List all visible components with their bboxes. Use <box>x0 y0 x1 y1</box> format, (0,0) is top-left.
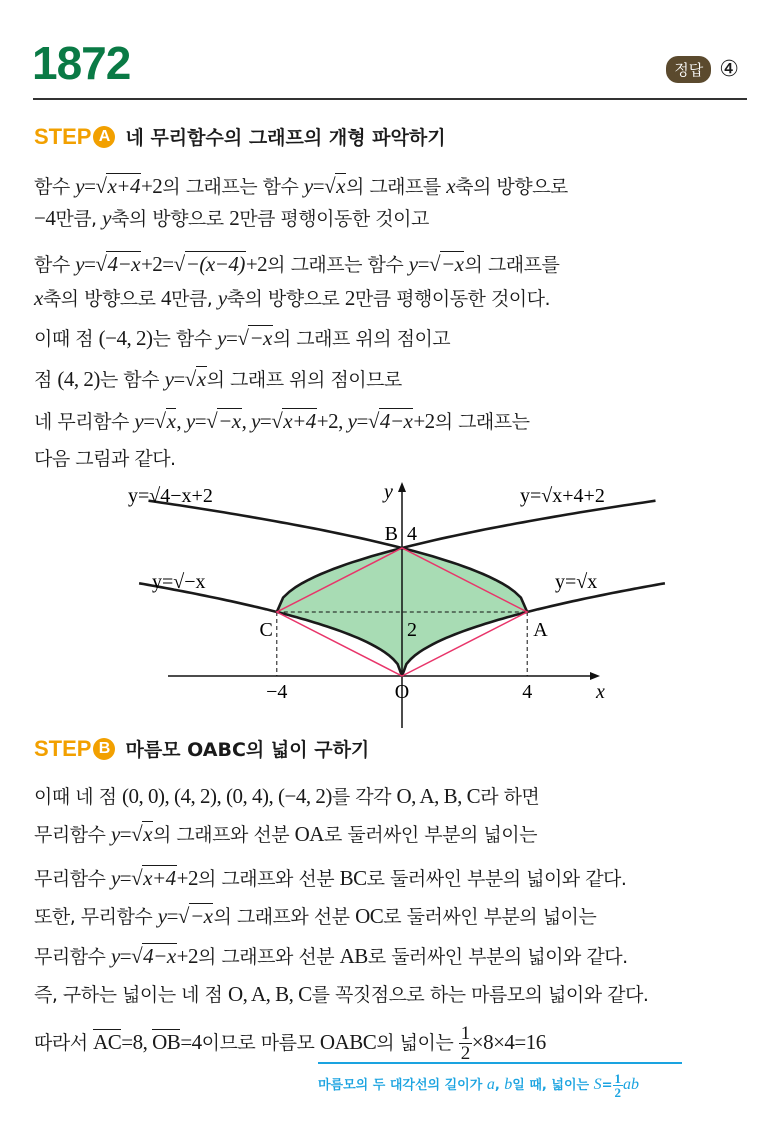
answer-badge: 정답 <box>666 56 711 83</box>
sqrt-expression <box>368 408 414 433</box>
text: 무리함수 <box>34 868 111 890</box>
radicand: 4−x <box>143 944 176 968</box>
y-axis-label: y <box>384 481 393 503</box>
math-text: = <box>84 174 96 198</box>
text: 축의 방향으로 <box>455 176 568 198</box>
sqrt-expression <box>131 943 177 968</box>
text: 의 그래프는 함수 <box>162 176 304 198</box>
text-line <box>34 365 402 392</box>
text: 를 꼭짓점으로 하는 마름모의 넓이와 같다. <box>311 984 649 1006</box>
text-line <box>34 1024 546 1063</box>
radical-sign: √ <box>95 252 107 276</box>
math-text: (0, 0), (4, 2), (0, 4), (−4, 2) <box>122 784 332 808</box>
text-line <box>34 820 537 847</box>
math-text: −4 <box>34 206 56 230</box>
radical-sign: √ <box>131 944 143 968</box>
math-var: y <box>110 822 120 846</box>
text: 의 그래프를 <box>345 176 447 198</box>
math-text: = <box>119 866 132 890</box>
denominator: 2 <box>460 1043 470 1064</box>
answer-value: ④ <box>719 57 739 82</box>
radical-sign: √ <box>177 904 189 928</box>
sqrt-expression <box>95 251 141 276</box>
text: 만큼, <box>171 288 218 310</box>
text: 함수 <box>34 176 76 198</box>
function-graph <box>100 470 680 730</box>
math-text: = <box>259 409 272 433</box>
text-line <box>34 250 559 277</box>
text: 이므로 마름모 <box>201 1032 320 1054</box>
text: 무리함수 <box>34 824 111 846</box>
text: = <box>601 1078 613 1093</box>
radical-sign: √ <box>324 174 336 198</box>
text: 는 함수 <box>152 328 218 350</box>
text-line <box>34 284 550 311</box>
text: 마름모의 두 대각선의 길이가 <box>318 1078 487 1093</box>
text: 의 그래프와 선분 <box>213 906 356 928</box>
radicand: −x <box>189 904 213 928</box>
denominator: 2 <box>614 1085 621 1100</box>
text-line <box>34 902 596 929</box>
text: 이때 점 <box>34 328 99 350</box>
step-title: 네 무리함수의 그래프의 개형 파악하기 <box>125 127 446 149</box>
math-var: y <box>347 409 357 433</box>
sqrt-expression <box>174 251 246 276</box>
y-tick-2: 2 <box>407 619 417 641</box>
math-text: = <box>84 252 96 276</box>
math-text: , <box>176 409 186 433</box>
radical-sign: √ <box>367 409 379 433</box>
fraction <box>613 1072 624 1099</box>
segment-name: OB <box>152 1030 181 1054</box>
point-b-label: B <box>384 523 398 545</box>
text: 즉, 구하는 넓이는 네 점 <box>34 984 228 1006</box>
radicand: −x <box>440 252 464 276</box>
math-text: = <box>225 326 238 350</box>
radical-sign: √ <box>131 866 143 890</box>
math-text: BC <box>339 866 367 890</box>
text: 이때 네 점 <box>34 786 123 808</box>
label-sqrt-neg-x: y=√−x <box>152 571 206 593</box>
math-text: ×8×4=16 <box>471 1030 546 1054</box>
math-text: = <box>173 367 185 391</box>
math-var: y <box>102 206 111 230</box>
segment-name: AC <box>93 1030 122 1054</box>
radicand: x <box>196 367 206 391</box>
text: 또한, 무리함수 <box>34 906 158 928</box>
math-text: +2 <box>176 866 199 890</box>
math-text: =4 <box>180 1030 202 1054</box>
sqrt-expression <box>206 408 242 433</box>
math-text: +2, <box>316 409 348 433</box>
sqrt-expression <box>155 408 177 433</box>
text-line <box>34 782 539 809</box>
math-text: = <box>166 904 178 928</box>
math-var: S <box>593 1076 602 1093</box>
radicand: x+4 <box>283 409 316 433</box>
math-text: +2 <box>245 252 268 276</box>
text: 점 <box>34 369 58 391</box>
math-text: = <box>143 409 155 433</box>
step-a-heading <box>34 123 446 150</box>
text: 의 그래프와 선분 <box>198 946 340 968</box>
math-var: y <box>110 944 120 968</box>
text: 의 그래프 위의 점이므로 <box>206 369 402 391</box>
math-text: (−4, 2) <box>98 326 153 350</box>
math-var: y <box>110 866 120 890</box>
header-divider <box>33 98 747 100</box>
sqrt-expression <box>271 408 317 433</box>
math-text: 2 <box>344 286 355 310</box>
radical-sign: √ <box>428 252 440 276</box>
text-line <box>34 407 530 434</box>
sqrt-expression <box>324 173 346 198</box>
text: 만큼 평행이동한 것이고 <box>239 208 429 230</box>
math-text: +2 <box>140 174 163 198</box>
math-var: y <box>251 409 260 433</box>
text-line <box>34 324 450 351</box>
math-text: = <box>119 822 132 846</box>
step-letter-badge: A <box>93 126 115 148</box>
text-line <box>34 942 628 969</box>
numerator: 1 <box>460 1023 470 1044</box>
y-tick-4: 4 <box>407 523 417 545</box>
radicand: 4−x <box>107 252 140 276</box>
text: 만큼, <box>55 208 103 230</box>
text: 의 그래프는 <box>434 411 530 433</box>
radical-sign: √ <box>95 174 107 198</box>
text: , <box>494 1078 505 1093</box>
point-c-label: C <box>259 619 273 641</box>
text: 의 그래프 위의 점이고 <box>272 328 451 350</box>
math-text: OABC <box>319 1030 377 1054</box>
step-label: STEP <box>34 735 92 761</box>
math-text: , <box>241 409 252 433</box>
radicand: x <box>143 822 152 846</box>
math-text: O, A, B, C <box>396 784 481 808</box>
radical-sign: √ <box>271 409 283 433</box>
radical-sign: √ <box>184 367 196 391</box>
math-var: y <box>157 904 167 928</box>
text-line <box>34 864 626 891</box>
radicand: x <box>336 174 345 198</box>
math-text: 4 <box>161 286 172 310</box>
radicand: −x <box>218 409 241 433</box>
math-text: = <box>417 252 429 276</box>
numerator: 1 <box>614 1071 621 1086</box>
text: 로 둘러싸인 부분의 넓이와 같다. <box>367 946 628 968</box>
text: 를 각각 <box>331 786 397 808</box>
radicand: 4−x <box>379 409 413 433</box>
text: 만큼 평행이동한 것이다. <box>354 288 551 310</box>
radicand: x <box>166 409 176 433</box>
label-sqrt-x-plus-4: y=√x+4+2 <box>520 485 605 507</box>
text: 무리함수 <box>34 946 111 968</box>
math-var: b <box>504 1076 513 1093</box>
radicand: x+4 <box>107 174 140 198</box>
math-text: =8, <box>121 1030 153 1054</box>
sqrt-expression <box>185 366 207 391</box>
math-var: y <box>75 252 85 276</box>
origin-label: O <box>394 681 410 703</box>
math-var: ab <box>623 1076 639 1093</box>
text-line <box>34 204 429 231</box>
radical-sign: √ <box>154 409 166 433</box>
sqrt-expression <box>131 821 153 846</box>
text: 의 넓이는 <box>376 1032 459 1054</box>
math-text: = <box>119 944 132 968</box>
sqrt-expression <box>429 251 465 276</box>
text: 의 그래프와 선분 <box>153 824 295 846</box>
step-b-heading <box>34 735 369 762</box>
text: 축의 방향으로 <box>42 288 162 310</box>
radical-sign: √ <box>131 822 143 846</box>
text: 의 그래프를 <box>464 254 560 276</box>
radical-sign: √ <box>206 409 218 433</box>
text: 는 함수 <box>99 369 165 391</box>
answer <box>666 56 739 83</box>
math-text: OA <box>294 822 324 846</box>
sqrt-expression <box>178 903 214 928</box>
x-tick-4: 4 <box>522 681 533 703</box>
math-var: y <box>134 409 144 433</box>
math-text: +2= <box>140 252 174 276</box>
text: 다음 그림과 같다. <box>34 448 176 470</box>
math-var: y <box>75 174 85 198</box>
math-var: a <box>486 1076 495 1093</box>
x-axis-arrow-icon <box>590 672 600 680</box>
radical-sign: √ <box>173 252 185 276</box>
sqrt-expression <box>131 865 177 890</box>
text-line <box>34 172 568 199</box>
text: 축의 방향으로 <box>110 208 230 230</box>
x-axis-label: x <box>596 681 605 703</box>
radicand: −(x−4) <box>185 252 245 276</box>
math-text: AB <box>339 944 368 968</box>
point-a-label: A <box>533 619 548 641</box>
step-letter-badge: B <box>93 738 115 760</box>
sqrt-expression <box>237 325 273 350</box>
math-var: y <box>217 286 227 310</box>
x-tick-neg-4: −4 <box>266 681 288 703</box>
math-var: x <box>446 174 456 198</box>
text-line <box>34 980 648 1007</box>
text: 축의 방향으로 <box>226 288 345 310</box>
text: 로 둘러싸인 부분의 넓이는 <box>383 906 597 928</box>
math-var: y <box>217 326 226 350</box>
sqrt-expression <box>95 173 141 198</box>
math-var: y <box>185 409 195 433</box>
text: 따라서 <box>34 1032 94 1054</box>
math-text: = <box>356 409 368 433</box>
math-text: = <box>312 174 325 198</box>
fraction <box>459 1024 472 1063</box>
problem-number: 1872 <box>32 37 131 89</box>
math-var: y <box>408 252 418 276</box>
math-text: (4, 2) <box>57 367 100 391</box>
math-text: OC <box>355 904 384 928</box>
rhombus-area-note <box>318 1072 639 1099</box>
step-title: 마름모 OABC의 넓이 구하기 <box>125 739 370 761</box>
text: 일 때, 넓이는 <box>512 1078 594 1093</box>
y-axis-arrow-icon <box>398 482 406 492</box>
math-text: +2 <box>176 944 199 968</box>
text: 네 무리함수 <box>34 411 135 433</box>
radicand: x+4 <box>143 866 176 890</box>
label-sqrt-x: y=√x <box>555 571 598 593</box>
step-label: STEP <box>34 123 92 149</box>
text: 로 둘러싸인 부분의 넓이와 같다. <box>366 868 627 890</box>
math-var: x <box>34 286 43 310</box>
math-text: 2 <box>229 206 240 230</box>
text: 라 하면 <box>480 786 540 808</box>
math-text: = <box>194 409 207 433</box>
math-text: O, A, B, C <box>227 982 312 1006</box>
label-sqrt-4-minus-x: y=√4−x+2 <box>128 485 213 507</box>
radicand: −x <box>249 326 272 350</box>
text: 로 둘러싸인 부분의 넓이는 <box>323 824 537 846</box>
math-var: y <box>164 367 174 391</box>
text-line <box>34 444 176 471</box>
math-text: +2 <box>413 409 435 433</box>
radical-sign: √ <box>237 326 249 350</box>
math-var: y <box>303 174 313 198</box>
text: 함수 <box>34 254 76 276</box>
text: 의 그래프와 선분 <box>198 868 340 890</box>
text: 의 그래프는 함수 <box>267 254 409 276</box>
